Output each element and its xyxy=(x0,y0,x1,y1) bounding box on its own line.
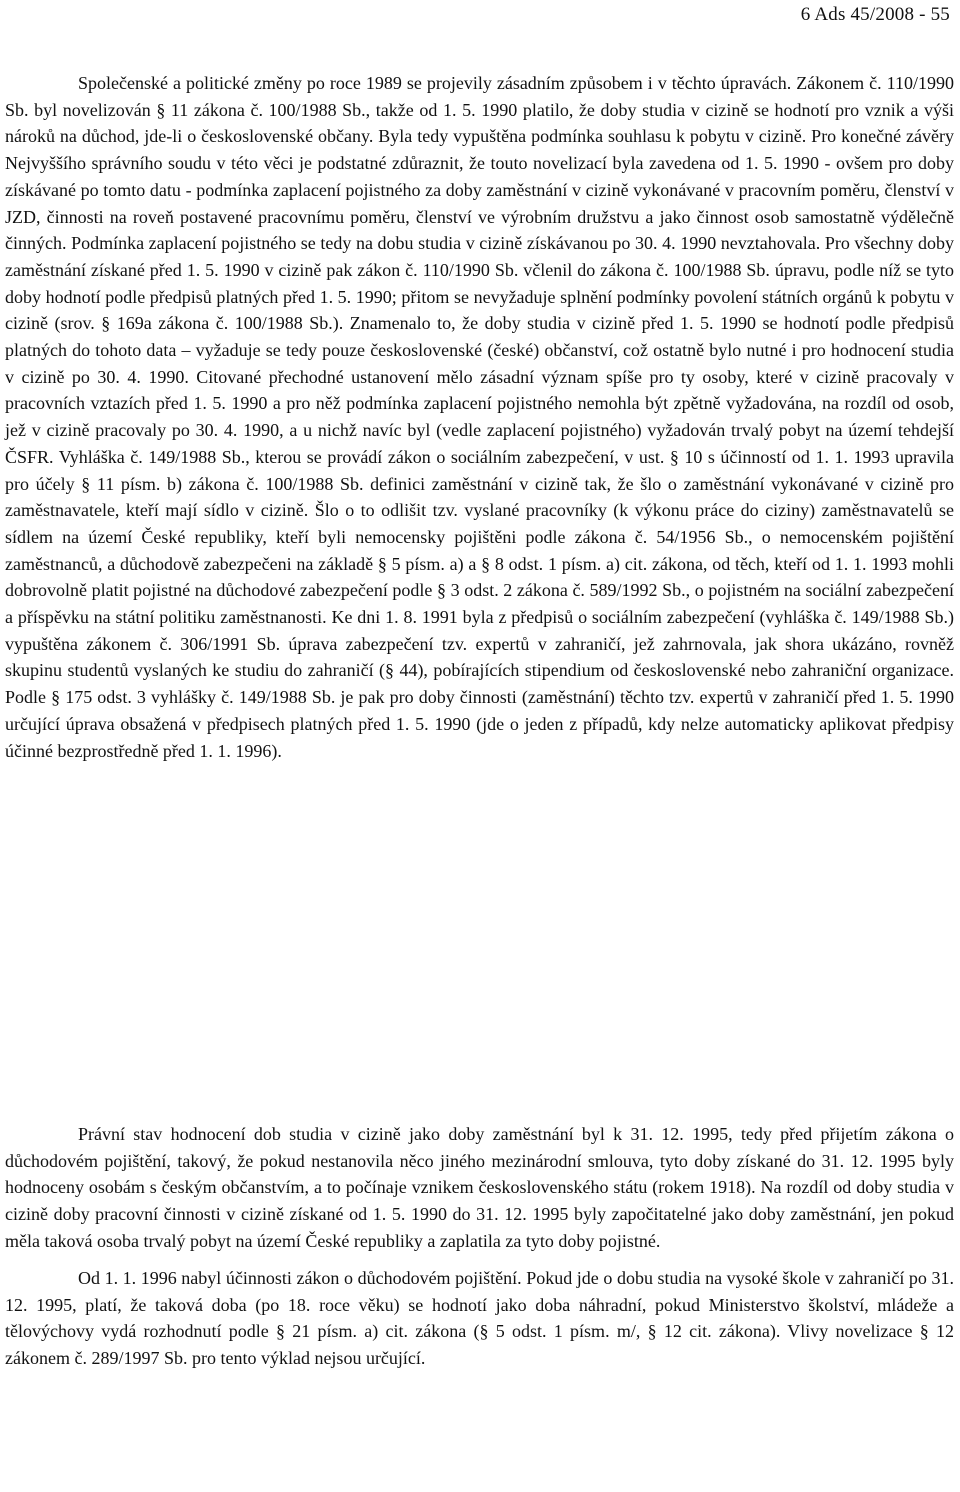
paragraph-2: Právní stav hodnocení dob studia v cizině jako doby zaměstnání byl k 31. 12. 1995, tedy před přijetím zákona o důchodovém pojištění, takový, že pokud nestanovila něco jiného mezinárodní smlouva, tyto doby získané do 31. 12. 1995 byly hodnoceny osobám s českým občanstvím, a to počínaje vznikem československého státu (rokem 1918). Na rozdíl od doby studia v cizině doby pracovní činnosti v cizině získané od 1. 5. 1990 do 31. 12. 1995 byly započitatelné jako doby zaměstnání, jen pokud měla taková osoba trvalý pobyt na území České republiky a zaplatila za tyto doby pojistné. xyxy=(5,1124,954,1251)
page-header-case-number: 6 Ads 45/2008 - 55 xyxy=(800,4,950,25)
paragraph-3: Od 1. 1. 1996 nabyl účinnosti zákon o důchodovém pojištění. Pokud jde o dobu studia na vysoké škole v zahraničí po 31. 12. 1995, platí, že taková doba (po 18. roce věku) se hodnotí jako doba náhradní, pokud Ministerstvo školství, mládeže a tělovýchovy vydá rozhodnutí podle § 21 písm. a) cit. zákona (§ 5 odst. 1 písm. m/, § 12 cit. zákona). Vlivy novelizace § 12 zákonem č. 289/1997 Sb. pro tento výklad nejsou určující. xyxy=(5,1268,954,1369)
paragraph-1: Společenské a politické změny po roce 1989 se projevily zásadním způsobem i v těchto úpravách. Zákonem č. 110/1990 Sb. byl novelizován § 11 zákona č. 100/1988 Sb., takže od 1. 5. 1990 platilo, že doby studia v cizině se hodnotí pro vznik a výši nároků na důchod, jde-li o československé občany. Byla tedy vypuštěna podmínka souhlasu k pobytu v cizině. Pro konečné závěry Nejvyššího správního soudu v této věci je podstatné zdůraznit, že touto novelizací byla zavedena od 1. 5. 1990 - ovšem pro doby získávané po tomto datu - podmínka zaplacení pojistného za doby zaměstnání v cizině vykonávané v pracovním poměru, členství v JZD, činnosti na roveň postavené pracovnímu poměru, členství ve výrobním družstvu a jako činnost osob samostatně výdělečně činných. Podmínka zaplacení pojistného se tedy na dobu studia v cizině získávanou po 30. 4. 1990 nevztahovala. Pro všechny doby zaměstnání získané před 1. 5. 1990 v cizině pak zákon č. 110/1990 Sb. včlenil do zákona č. 100/1988 Sb. úpravu, podle níž se tyto doby hodnotí podle předpisů platných před 1. 5. 1990; přitom se nevyžaduje splnění podmínky povolení státních orgánů k pobytu v cizině (srov. § 169a zákona č. 100/1988 Sb.). Znamenalo to, že doby studia v cizině před 1. 5. 1990 se hodnotí podle předpisů platných do tohoto data – vyžaduje se tedy pouze československé (české) občanství, což ostatně bylo nutné i pro hodnocení studia v cizině po 30. 4. 1990. Citované přechodné ustanovení mělo zásadní význam spíše pro ty osoby, které v cizině pracovaly v pracovních vztazích před 1. 5. 1990 a pro něž podmínka zaplacení pojistného nemohla být zpětně vyžadována, na rozdíl od osob, jež v cizině pracovaly po 30. 4. 1990, a u nichž navíc byl (vedle zaplacení pojistného) vyžadován trvalý pobyt na území tehdejší ČSFR. Vyhláška č. 149/1988 Sb., kterou se provádí zákon o sociálním zabezpečení, v ust. § 10 s účinností od 1. 1. 1993 upravila pro účely § 11 písm. b) zákona č. 100/1988 Sb. definici zaměstnání v cizině tak, že šlo o zaměstnání vykonávané v cizině pro zaměstnavatele, kteří mají sídlo v cizině. Šlo o to odlišit tzv. vyslané pracovníky (k výkonu práce do ciziny) zaměstnavatelů se sídlem na území České republiky, kteří byli nemocensky pojištěni podle zákona č. 54/1956 Sb., o nemocenském pojištění zaměstnanců, a důchodově zabezpečeni na základě § 5 písm. a) a § 8 odst. 1 písm. a) cit. zákona, od těch, kteří od 1. 1. 1993 mohli dobrovolně platit pojistné na důchodové zabezpečení podle § 3 odst. 2 zákona č. 589/1992 Sb., o pojistném na sociální zabezpečení a příspěvku na státní politiku zaměstnanosti. Ke dni 1. 8. 1991 byla z předpisů o sociálním zabezpečení (vyhláška č. 149/1988 Sb.) vypuštěna zákonem č. 306/1991 Sb. úprava zabezpečení tzv. expertů v zahraničí, jež zahrnovala, jak shora ukázáno, rovněž skupinu studentů vyslaných ke studiu do zahraničí (§ 44), pobírajících stipendium od československé nebo zahraniční organizace. Podle § 175 odst. 3 vyhlášky č. 149/1988 Sb. je pak pro doby činnosti (zaměstnání) těchto tzv. expertů v zahraničí před 1. 5. 1990 určující úprava obsažená v předpisech platných před 1. 5. 1990 (jde o jeden z případů, kdy nelze automaticky aplikovat předpisy účinné bezprostředně před 1. 1. 1996). xyxy=(5,73,954,761)
